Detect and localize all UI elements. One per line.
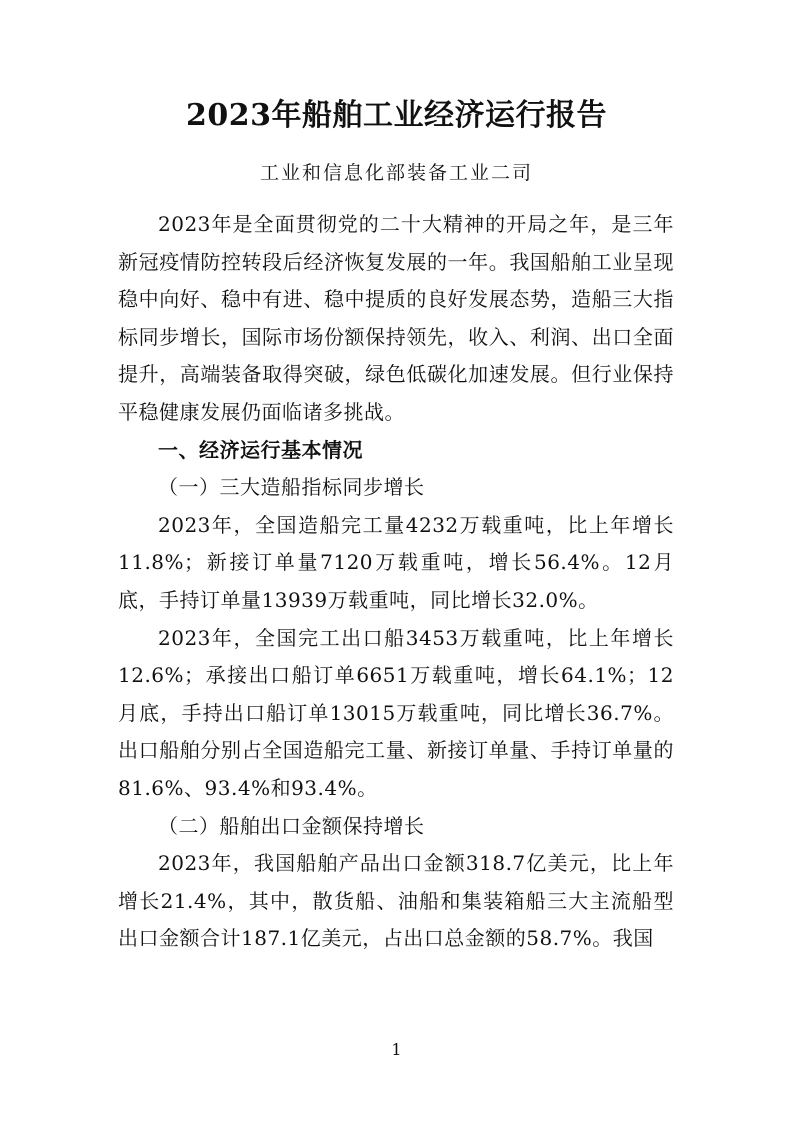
paragraph: 2023年，全国完工出口船3453万载重吨，比上年增长12.6%；承接出口船订单6651万载重吨，增长64.1%；12月底，手持出口船订单13015万载重吨，同比增长36.7%。出口船舶分别占全国造船完工量、新接订单量、手持订单量的81.6%、93.4%和93.4%。 bbox=[118, 625, 674, 800]
section-heading: 一、经济运行基本情况 bbox=[158, 437, 363, 462]
subsection-heading: （一）三大造船指标同步增长 bbox=[158, 475, 425, 500]
document-author: 工业和信息化部装备工业二司 bbox=[259, 162, 533, 184]
intro-paragraph: 2023年是全面贯彻党的二十大精神的开局之年，是三年新冠疫情防控转段后经济恢复发展的一年。我国船舶工业呈现稳中向好、稳中有进、稳中提质的良好发展态势，造船三大指标同步增长，国际市场份额保持领先，收入、利润、出口全面提升，高端装备取得突破，绿色低碳化加速发展。但行业保持平稳健康发展仍面临诸多挑战。 bbox=[118, 212, 674, 424]
document-title: 2023年船舶工业经济运行报告 bbox=[186, 98, 607, 133]
page-number: 1 bbox=[391, 1040, 402, 1059]
paragraph: 2023年，全国造船完工量4232万载重吨，比上年增长11.8%；新接订单量7120万载重吨，增长56.4%。12月底，手持订单量13939万载重吨，同比增长32.0%。 bbox=[118, 512, 674, 612]
paragraph: 2023年，我国船舶产品出口金额318.7亿美元，比上年增长21.4%，其中，散货船、油船和集装箱船三大主流船型出口金额合计187.1亿美元，占出口总金额的58.7%。我国 bbox=[118, 851, 674, 951]
subsection-heading: （二）船舶出口金额保持增长 bbox=[158, 813, 425, 838]
document-body bbox=[118, 206, 674, 958]
